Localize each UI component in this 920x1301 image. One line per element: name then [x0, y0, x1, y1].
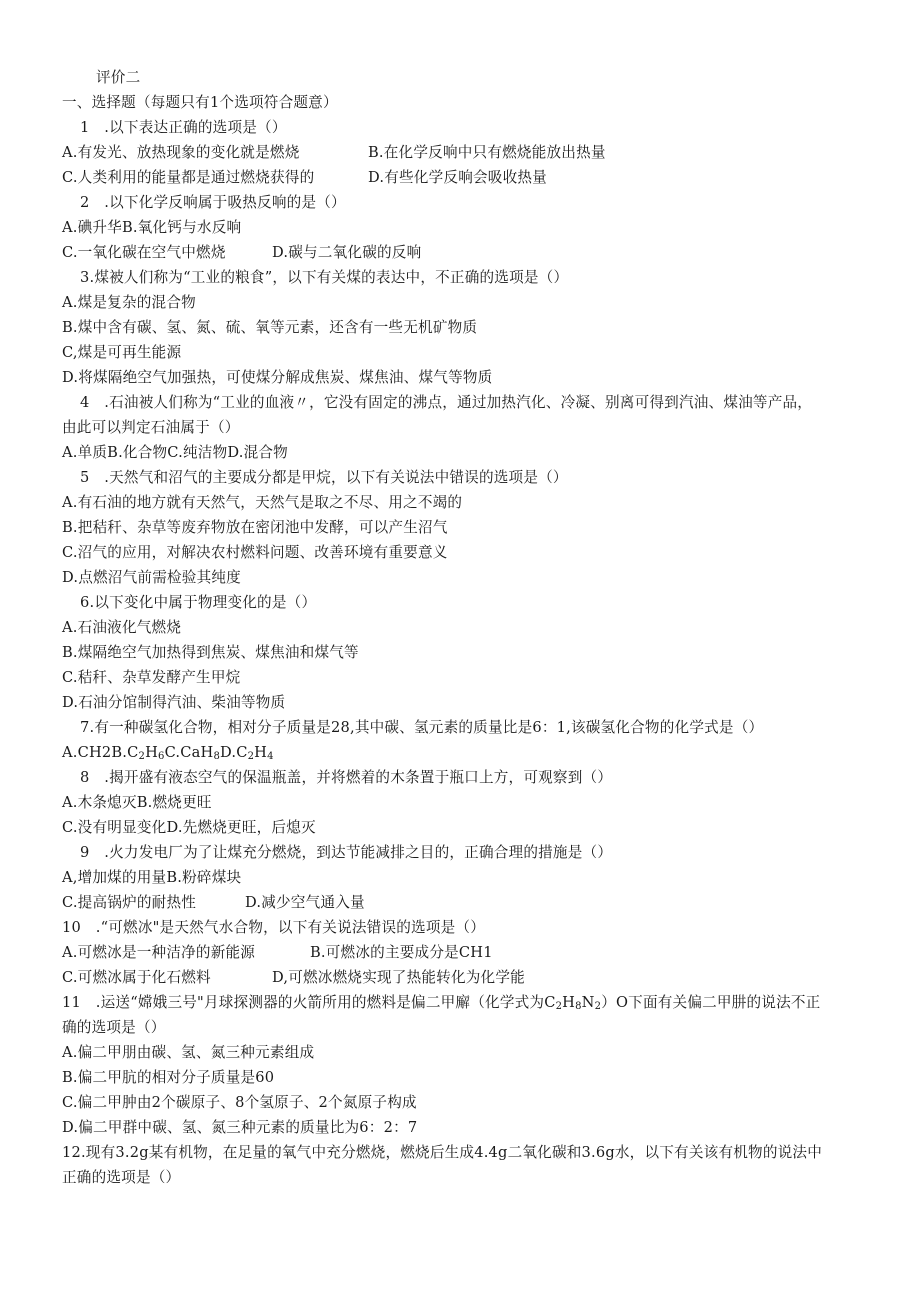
question-3-option-a: A.煤是复杂的混合物	[62, 294, 196, 311]
question-10-option-c: C.可燃冰属于化石燃料	[62, 969, 211, 986]
formula-subscript: 2	[555, 1001, 563, 1012]
question-5-option-c: C.沼气的应用，对解决农村燃料问题、改善环境有重要意义	[62, 544, 448, 561]
question-7-stem: 7.有一种碳氢化合物，相对分子质量是28,其中碳、氢元素的质量比是6：1,该碳氢化合物的化学式是（）	[80, 719, 764, 736]
question-8-options-cd: C.没有明显变化D.先燃烧更旺，后熄灭	[62, 819, 316, 836]
question-12-stem-line1: 12.现有3.2g某有机物，在足量的氧气中充分燃烧，燃烧后生成4.4g二氧化碳和3.6g水，以下有关该有机物的说法中	[62, 1144, 822, 1161]
question-11-stem-post: ）O下面有关偏二甲肼的说法不正	[601, 994, 821, 1011]
question-8-stem: 8 .揭开盛有液态空气的保温瓶盖，并将燃着的木条置于瓶口上方，可观察到（）	[80, 769, 613, 786]
question-7-options	[62, 743, 274, 763]
question-12-stem-line2: 正确的选项是（）	[62, 1169, 181, 1186]
formula-subscript: 2	[594, 1001, 602, 1012]
question-9-option-c: C.提高锅炉的耐热性	[62, 894, 197, 911]
question-3-option-d: D.将煤隔绝空气加强热，可使煤分解成焦炭、煤焦油、煤气等物质	[62, 369, 493, 386]
question-9-option-d: D.减少空气通入量	[245, 894, 365, 911]
question-6-option-b: B.煤隔绝空气加热得到焦炭、煤焦油和煤气等	[62, 644, 359, 661]
formula-subscript: 4	[267, 751, 274, 762]
question-11-option-c: C.偏二甲肿由2个碳原子、8个氢原子、2个氮原子构成	[62, 1094, 417, 1111]
question-1-option-c: C.人类利用的能量都是通过燃烧获得的	[62, 169, 315, 186]
question-1-option-d: D.有些化学反响会吸收热量	[368, 169, 547, 186]
question-10-option-d: D,可燃冰燃烧实现了热能转化为化学能	[272, 969, 525, 986]
question-9-stem: 9 .火力发电厂为了让煤充分燃烧，到达节能减排之目的，正确合理的措施是（）	[80, 844, 613, 861]
question-1-option-a: A.有发光、放热现象的变化就是燃烧	[62, 144, 300, 161]
section-heading: 一、选择题（每题只有1个选项符合题意）	[62, 94, 338, 111]
question-10-stem: 10 .“可燃冰"是天然气水合物，以下有关说法错误的选项是（）	[62, 919, 486, 936]
question-5-option-a: A.有石油的地方就有天然气，天然气是取之不尽、用之不竭的	[62, 494, 463, 511]
question-4-stem-line2: 由此可以判定石油属于（）	[62, 419, 240, 436]
formula-subscript: 2	[247, 751, 255, 762]
question-2-option-c: C.一氧化碳在空气中燃烧	[62, 244, 226, 261]
question-11-stem-pre: 11 .运送“嫦娥三号"月球探测器的火箭所用的燃料是偏二甲廨（化学式为C	[62, 994, 556, 1011]
question-2-option-d: D.碳与二氧化碳的反响	[272, 244, 422, 261]
question-6-option-c: C.秸秆、杂草发酵产生甲烷	[62, 669, 241, 686]
formula-element: H	[145, 744, 158, 761]
question-8-options-ab: A.木条熄灭B.燃烧更旺	[62, 794, 212, 811]
page-title: 评价二	[96, 69, 141, 86]
formula-element: H	[254, 744, 268, 761]
question-7-option-d: D.C	[220, 744, 248, 761]
question-2-stem: 2 .以下化学反响属于吸热反响的是（）	[80, 194, 346, 211]
question-3-option-c: C,煤是可再生能源	[62, 344, 182, 361]
question-2-options-ab: A.碘升华B.氧化钙与水反响	[62, 219, 242, 236]
question-9-options-ab: A,增加煤的用量B.粉碎煤块	[62, 869, 242, 886]
formula-subscript: 8	[575, 1001, 582, 1012]
question-11-option-d: D.偏二甲群中碳、氢、氮三种元素的质量比为6：2：7	[62, 1119, 418, 1136]
question-11-option-a: A.偏二甲朋由碳、氢、氮三种元素组成	[62, 1044, 315, 1061]
question-3-stem: 3.煤被人们称为“工业的粮食”，以下有关煤的表达中，不正确的选项是（）	[80, 269, 569, 286]
formula-subscript: 2	[138, 751, 146, 762]
question-10-option-b: B.可燃冰的主要成分是CH1	[310, 944, 493, 961]
question-5-option-b: B.把秸秆、杂草等废弃物放在密闭池中发酵，可以产生沼气	[62, 519, 448, 536]
formula-element: H	[562, 994, 576, 1011]
formula-element: N	[581, 994, 595, 1011]
question-4-options: A.单质B.化合物C.纯洁物D.混合物	[62, 444, 288, 461]
question-6-stem: 6.以下变化中属于物理变化的是（）	[80, 594, 317, 611]
formula-subscript: 6	[158, 751, 165, 762]
question-11-stem-line1	[62, 993, 820, 1013]
question-4-stem-line1: 4 .石油被人们称为“工业的血液〃，它没有固定的沸点，通过加热汽化、冷凝、别离可得到汽油、煤油等产品，	[80, 394, 813, 411]
question-6-option-a: A.石油液化气燃烧	[62, 619, 182, 636]
question-5-option-d: D.点燃沼气前需检验其纯度	[62, 569, 241, 586]
question-11-stem-line2: 确的选项是（）	[62, 1019, 166, 1036]
question-7-option-c: C.CaH	[164, 744, 214, 761]
question-1-stem: 1 .以下表达正确的选项是（）	[80, 119, 287, 136]
formula-subscript: 8	[213, 751, 221, 762]
question-6-option-d: D.石油分馆制得汽油、柴油等物质	[62, 694, 286, 711]
question-11-option-b: B.偏二甲肮的相对分子质量是60	[62, 1069, 275, 1086]
question-1-option-b: B.在化学反响中只有燃烧能放出热量	[368, 144, 606, 161]
question-3-option-b: B.煤中含有碳、氢、氮、硫、氧等元素，还含有一些无机矿物质	[62, 319, 478, 336]
question-5-stem: 5 .天然气和沼气的主要成分都是甲烷，以下有关说法中错误的选项是（）	[80, 469, 568, 486]
question-10-option-a: A.可燃冰是一种洁净的新能源	[62, 944, 256, 961]
question-7-option-ab: A.CH2B.C	[62, 744, 139, 761]
